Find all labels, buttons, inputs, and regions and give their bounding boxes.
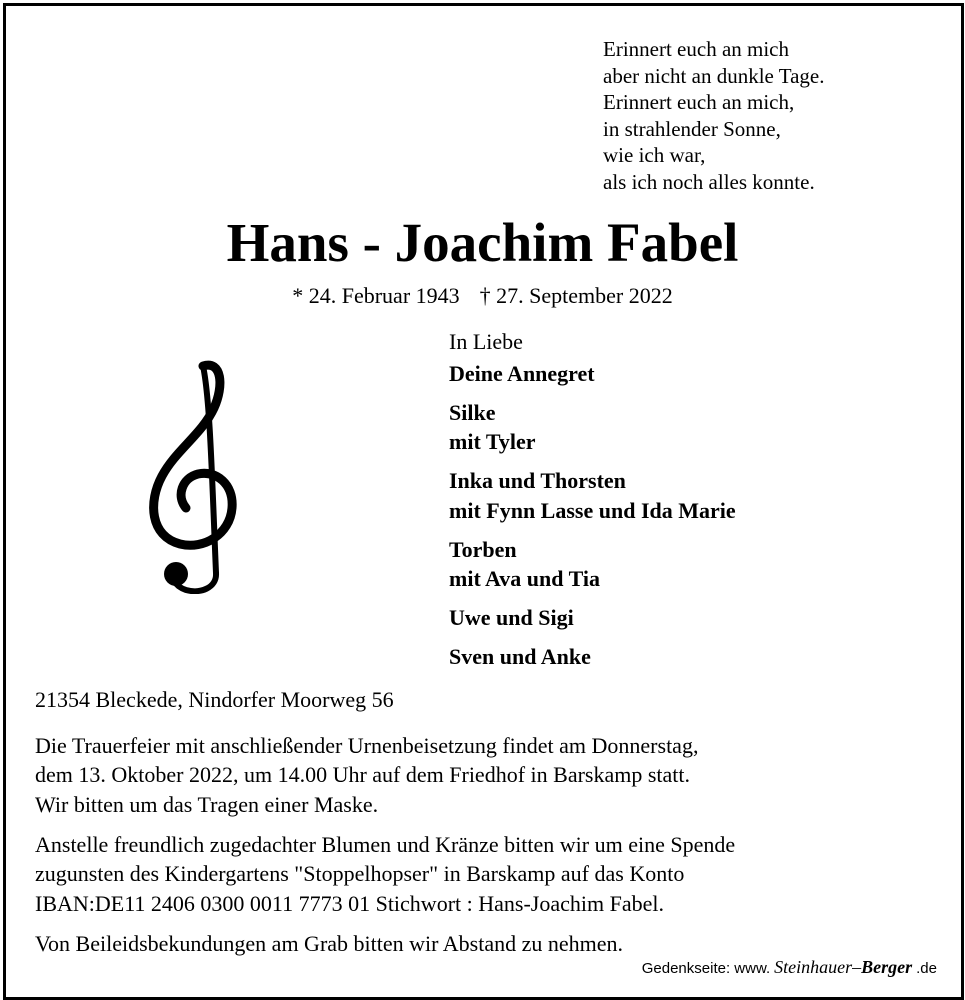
condolence-paragraph: [35, 929, 623, 958]
paragraph-line: Wir bitten um das Tragen einer Maske.: [35, 791, 379, 817]
mourner-group: [449, 603, 736, 633]
poem-line: als ich noch alles konnte.: [603, 169, 815, 194]
mourner-line: Sven und Anke: [449, 644, 591, 669]
brand-logo: Steinhauer–Berger: [774, 957, 913, 977]
mourner-group: [449, 359, 736, 389]
memorial-page-link[interactable]: [642, 956, 937, 980]
poem-line: Erinnert euch an mich,: [603, 90, 795, 115]
poem-line: aber nicht an dunkle Tage.: [603, 63, 825, 88]
paragraph-line: zugunsten des Kindergartens "Stoppelhopser" in Barskamp auf das Konto: [35, 861, 685, 887]
mourner-line: Inka und Thorsten: [449, 468, 626, 493]
family-address: 21354 Bleckede, Nindorfer Moorweg 56: [35, 687, 394, 712]
mourner-line: mit Tyler: [449, 429, 536, 454]
funeral-info-paragraph: [35, 731, 698, 819]
poem-line: Erinnert euch an mich: [603, 37, 790, 61]
mourners-list: [449, 327, 736, 681]
mourner-line: mit Fynn Lasse und Ida Marie: [449, 497, 736, 523]
paragraph-line: Anstelle freundlich zugedachter Blumen und Kränze bitten wir um eine Spende: [35, 832, 736, 857]
birth-date: * 24. Februar 1943: [292, 283, 460, 308]
poem-line: wie ich war,: [603, 143, 706, 168]
life-dates: [0, 282, 965, 310]
mourner-group: [449, 535, 736, 594]
mourner-group: [449, 642, 736, 672]
footer-label: Gedenkseite: www.: [641, 960, 771, 977]
mourner-group: [449, 466, 736, 525]
poem: [603, 36, 824, 196]
mourner-line: Torben: [449, 536, 517, 562]
mourner-line: Silke: [449, 399, 496, 425]
deceased-name: Hans - Joachim Fabel: [226, 212, 739, 273]
paragraph-line: Von Beileidsbekundungen am Grab bitten wir Abstand zu nehmen.: [35, 931, 623, 956]
donation-paragraph: [35, 830, 735, 918]
treble-clef-icon: [140, 358, 244, 594]
mourner-line: Uwe und Sigi: [449, 605, 574, 630]
mourner-line: mit Ava und Tia: [449, 566, 601, 591]
poem-line: in strahlender Sonne,: [603, 116, 781, 141]
footer-suffix: .de: [916, 960, 937, 977]
mourners-intro: In Liebe: [449, 329, 523, 354]
paragraph-line: IBAN:DE11 2406 0300 0011 7773 01 Stichwort : Hans-Joachim Fabel.: [35, 890, 664, 916]
paragraph-line: Die Trauerfeier mit anschließender Urnenbeisetzung findet am Donnerstag,: [35, 733, 699, 758]
death-date: † 27. September 2022: [479, 283, 673, 308]
mourner-group: [449, 398, 736, 457]
paragraph-line: dem 13. Oktober 2022, um 14.00 Uhr auf dem Friedhof in Barskamp statt.: [35, 762, 691, 788]
mourner-line: Deine Annegret: [449, 360, 595, 386]
